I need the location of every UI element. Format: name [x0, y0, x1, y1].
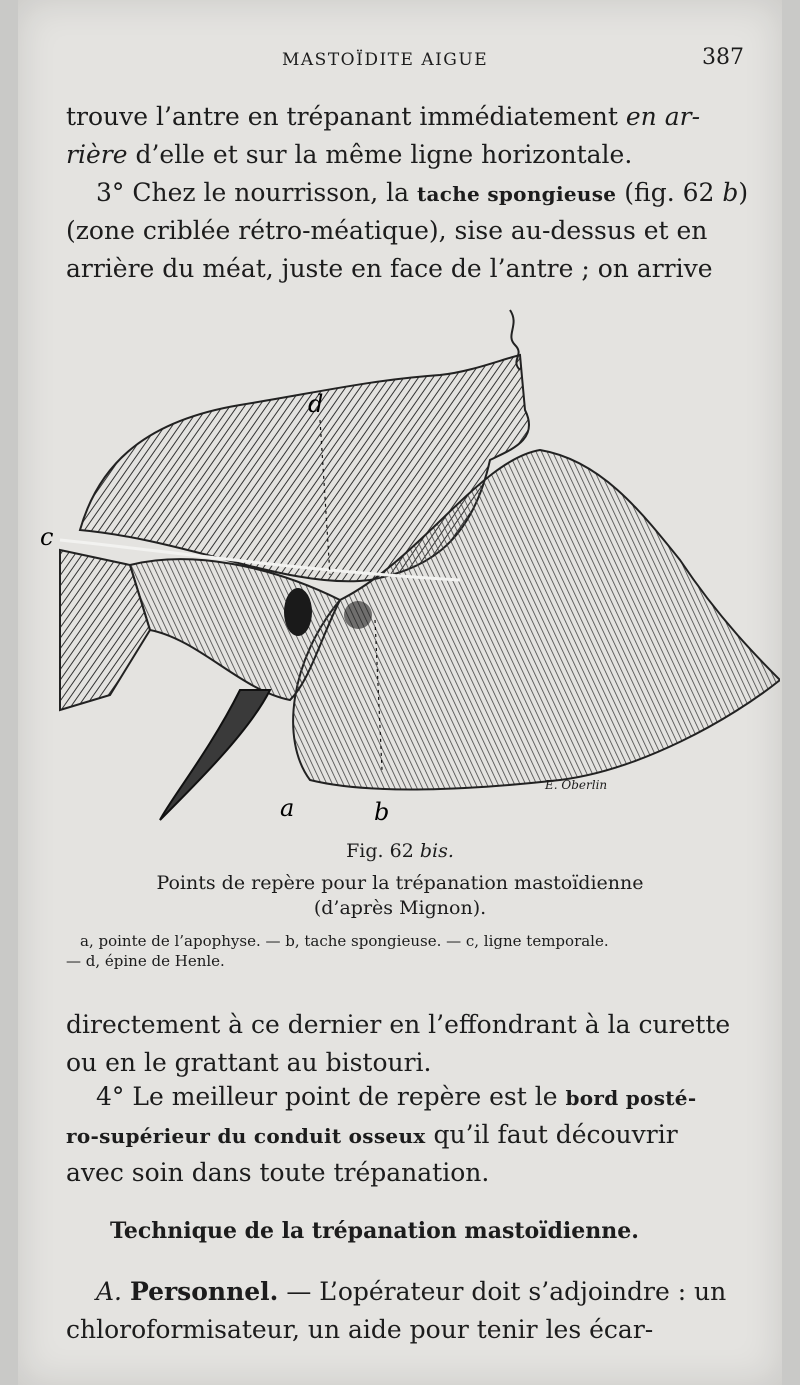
running-title: MASTOÏDITE AIGUE [282, 50, 489, 70]
label-a: a [280, 794, 295, 822]
section-title: Technique de la trépanation mastoïdienne. [110, 1218, 639, 1244]
text-line: rière d’elle et sur la même ligne horizontale. [66, 140, 633, 169]
figure-caption: (d’après Mignon). [313, 897, 487, 919]
text-line: chloroformisateur, un aide pour tenir les écar- [66, 1315, 654, 1344]
label-d: d [308, 390, 324, 418]
text-line: 4° Le meilleur point de repère est le bord posté- [96, 1082, 697, 1111]
text-line: avec soin dans toute trépanation. [66, 1158, 490, 1187]
figure-number: Fig. 62 bis. [346, 840, 454, 862]
figure-caption: Points de repère pour la trépanation mastoïdienne [156, 872, 644, 894]
text-line: ou en le grattant au bistouri. [66, 1048, 432, 1077]
label-c: c [40, 523, 54, 551]
label-b: b [374, 798, 390, 826]
text-line: ro-supérieur du conduit osseux qu’il faut découvrir [66, 1120, 678, 1149]
text-line: arrière du méat, juste en face de l’antre ; on arrive [66, 254, 713, 283]
text-line: trouve l’antre en trépanant immédiatement en ar- [66, 102, 701, 131]
text-line: 3° Chez le nourrisson, la tache spongieuse (fig. 62 b) [96, 178, 749, 207]
page-number: 387 [702, 45, 744, 70]
temporal-bone-engraving [40, 300, 780, 840]
text-line: directement à ce dernier en l’effondrant à la curette [66, 1010, 731, 1039]
figure-legend: — d, épine de Henle. [66, 952, 225, 970]
engraver-signature: E. Oberlin [545, 778, 608, 792]
text-line: (zone criblée rétro-méatique), sise au-dessus et en [66, 216, 708, 245]
text-line: A. Personnel. — L’opérateur doit s’adjoindre : un [96, 1277, 727, 1306]
figure-legend: a, pointe de l’apophyse. — b, tache spongieuse. — c, ligne temporale. [80, 932, 609, 950]
